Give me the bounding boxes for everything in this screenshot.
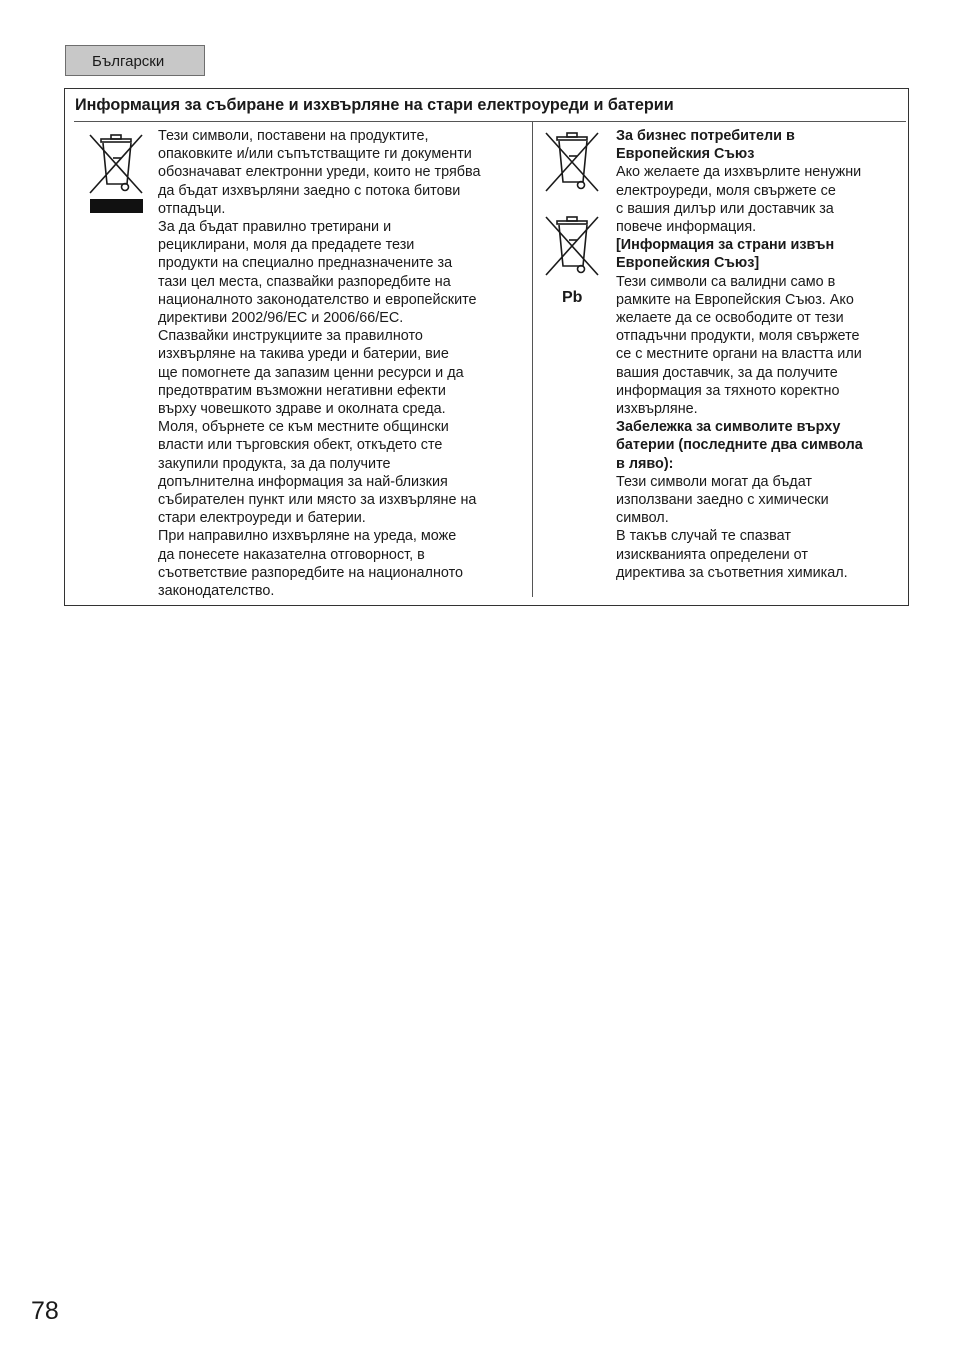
text-line: Тези символи са валидни само в bbox=[616, 273, 836, 290]
text-line: събирателен пункт или място за изхвърляне на bbox=[158, 492, 477, 509]
text-line: да понесете наказателна отговорност, в bbox=[158, 546, 425, 563]
text-line: изискванията определени от bbox=[616, 546, 808, 563]
text-line: ще помогнете да запазим ценни ресурси и да bbox=[158, 364, 464, 381]
column-divider bbox=[532, 122, 533, 597]
text-line: обозначават електронни уреди, които не трябва bbox=[158, 164, 481, 181]
text-line: директива за съответния химикал. bbox=[616, 564, 848, 581]
text-line: отпадъци. bbox=[158, 200, 226, 217]
text-line: съответствие разпоредбите на националното bbox=[158, 564, 464, 581]
text-line: Спазвайки инструкциите за правилното bbox=[158, 328, 423, 345]
text-line: с вашия дилър или доставчик за bbox=[616, 200, 834, 217]
weee-bin-icon bbox=[86, 131, 146, 197]
text-line: изхвърляне на такива уреди и батерии, вие bbox=[158, 346, 449, 363]
page-number: 78 bbox=[31, 1297, 59, 1325]
text-line: върху човешкото здраве и околната среда. bbox=[158, 401, 446, 418]
text-line: власти или търговския обект, откъдето сте bbox=[158, 437, 443, 454]
text-line: предотвратим възможни негативни ефекти bbox=[158, 382, 446, 399]
text-line: рамките на Европейския Съюз. Ако bbox=[616, 291, 854, 308]
text-line: отпадъчни продукти, моля свържете bbox=[616, 328, 860, 345]
text-line: повече информация. bbox=[616, 219, 757, 236]
text-line: Европейския Съюз bbox=[616, 146, 755, 163]
text-line: Забележка за символите върху bbox=[616, 419, 841, 436]
section-title: Информация за събиране и изхвърляне на стари електроуреди и батерии bbox=[75, 96, 674, 114]
battery-bin-icon bbox=[542, 129, 602, 195]
text-line: закупили продукта, за да получите bbox=[158, 455, 391, 472]
text-line: изхвърляне. bbox=[616, 401, 698, 418]
text-line: рециклирани, моля да предадете тези bbox=[158, 237, 415, 254]
text-line: вашия доставчик, за да получите bbox=[616, 364, 838, 381]
solid-bar-marker bbox=[90, 199, 143, 213]
text-line: батерии (последните два символа bbox=[616, 437, 863, 454]
left-column-text bbox=[158, 127, 480, 600]
text-line: Тези символи могат да бъдат bbox=[616, 473, 812, 490]
text-line: директиви 2002/96/EC и 2006/66/EC. bbox=[158, 310, 404, 327]
text-line: В такъв случай те спазват bbox=[616, 528, 791, 545]
text-line: За да бъдат правилно третирани и bbox=[158, 219, 392, 236]
text-line: Ако желаете да изхвърлите ненужни bbox=[616, 164, 862, 181]
right-column-text bbox=[616, 127, 863, 582]
text-line: опаковките и/или съпътстващите ги документи bbox=[158, 146, 472, 163]
text-line: националното законодателство и европейските bbox=[158, 291, 477, 308]
text-line: информация за тяхното коректно bbox=[616, 382, 840, 399]
text-line: Тези символи, поставени на продуктите, bbox=[158, 128, 429, 144]
text-line: допълнителна информация за най-близкия bbox=[158, 473, 448, 490]
text-line: се с местните органи на властта или bbox=[616, 346, 862, 363]
text-line: При направилно изхвърляне на уреда, може bbox=[158, 528, 457, 545]
text-line: [Информация за страни извън bbox=[616, 237, 835, 254]
text-line: тази цел места, спазвайки разпоредбите на bbox=[158, 273, 451, 290]
title-divider bbox=[74, 121, 906, 122]
text-line: електроуреди, моля свържете се bbox=[616, 182, 836, 199]
text-line: използвани заедно с химически bbox=[616, 492, 829, 509]
chemical-symbol: Pb bbox=[562, 289, 583, 306]
text-line: Моля, обърнете се към местните общински bbox=[158, 419, 449, 436]
text-line: символ. bbox=[616, 510, 669, 527]
text-line: За бизнес потребители в bbox=[616, 128, 795, 144]
text-line: желаете да се освободите от тези bbox=[616, 310, 844, 327]
text-line: да бъдат изхвърляни заедно с потока битови bbox=[158, 182, 461, 199]
battery-bin-pb-icon bbox=[542, 213, 602, 279]
text-line: в ляво): bbox=[616, 455, 674, 472]
text-line: продукти на специално предназначените за bbox=[158, 255, 453, 272]
text-line: законодателство. bbox=[158, 583, 275, 600]
text-line: стари електроуреди и батерии. bbox=[158, 510, 366, 527]
language-tab: Български bbox=[65, 45, 205, 76]
disposal-info-box bbox=[64, 88, 909, 606]
text-line: Европейския Съюз] bbox=[616, 255, 760, 272]
